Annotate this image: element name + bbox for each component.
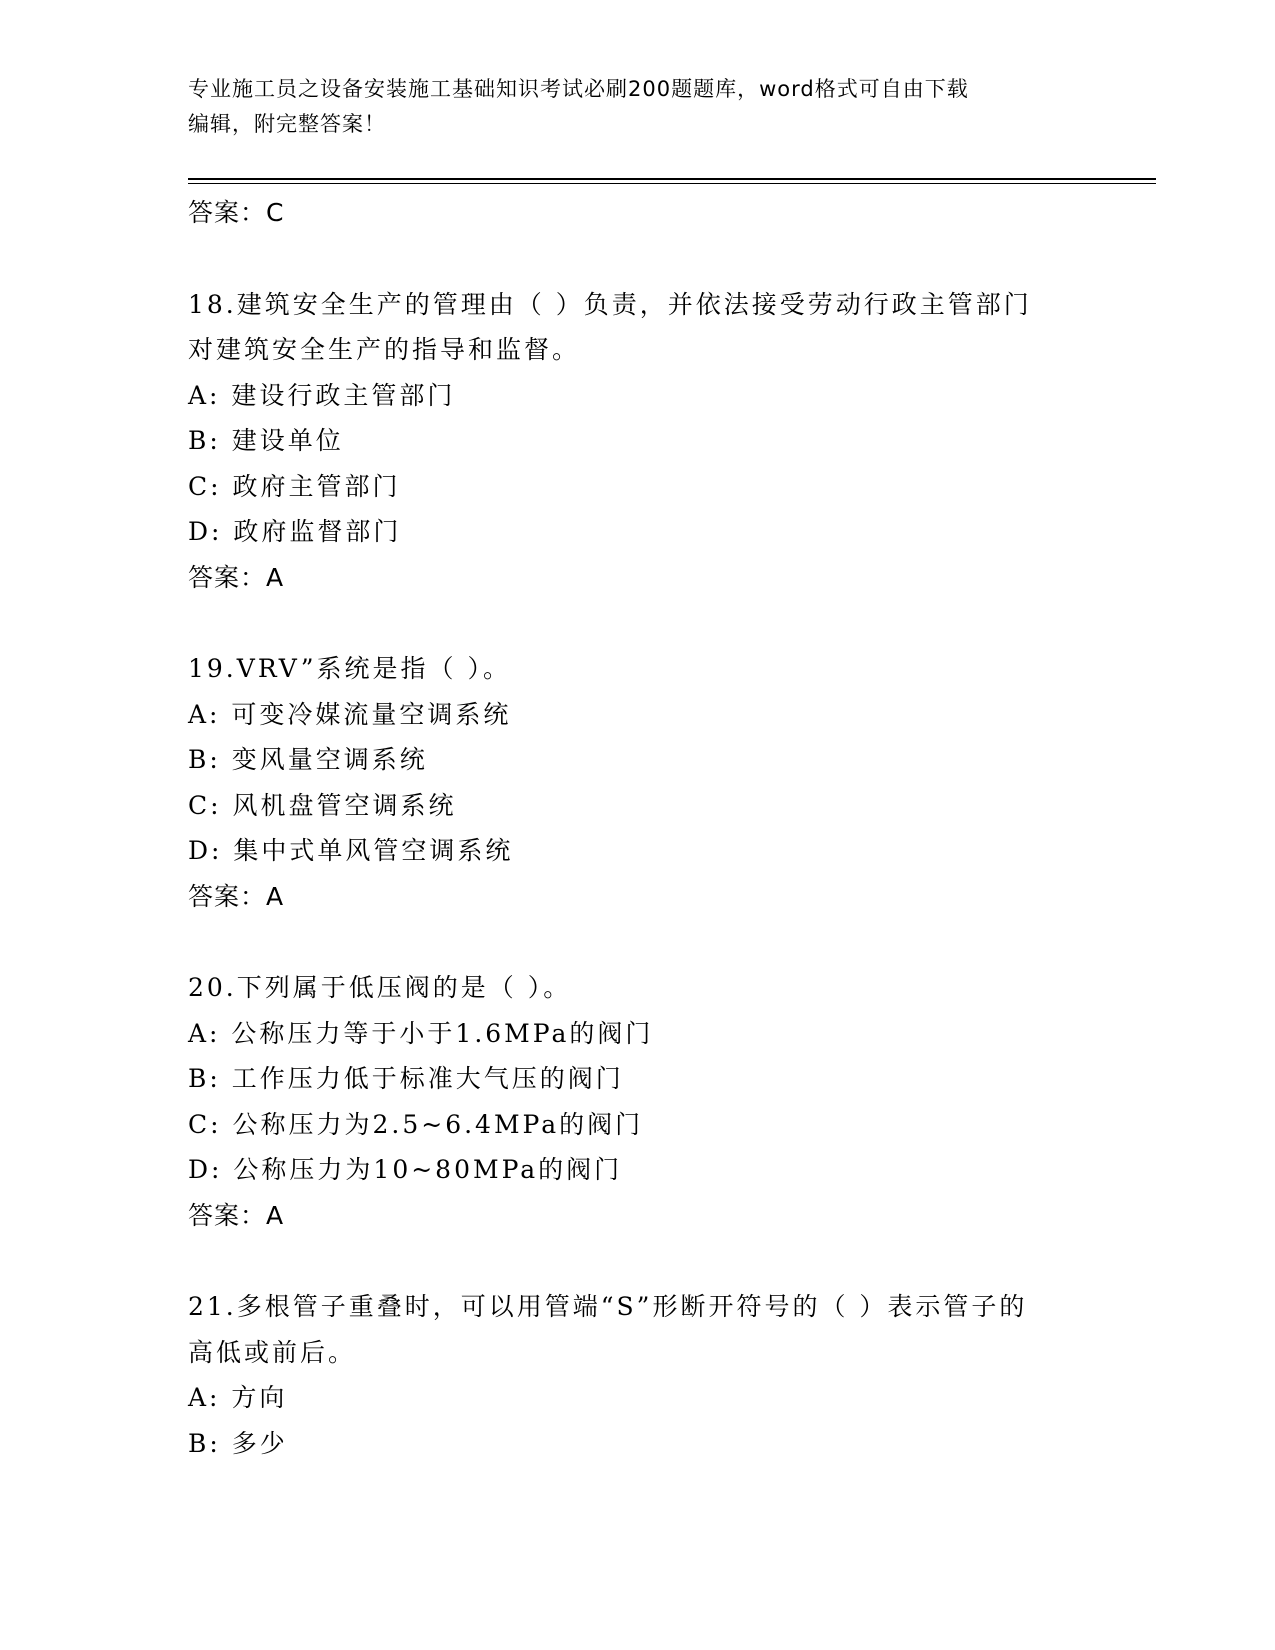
question-20-option-a: A: 公称压力等于小于1.6MPa的阀门 <box>188 1018 654 1048</box>
question-19 <box>188 646 1088 919</box>
question-19-option-b: B: 变风量空调系统 <box>188 745 428 774</box>
question-18-option-a: A: 建设行政主管部门 <box>188 380 456 410</box>
question-18-option-d: D: 政府监督部门 <box>188 517 402 546</box>
header-title-line-2: 编辑，附完整答案！ <box>188 112 386 136</box>
document-header <box>188 72 1078 142</box>
header-rule-thin <box>188 183 1156 184</box>
question-19-option-a: A: 可变冷媒流量空调系统 <box>188 699 512 729</box>
answer-17: 答案：C <box>188 198 285 227</box>
header-rule-thick <box>188 178 1156 180</box>
question-18-option-c: C: 政府主管部门 <box>188 471 401 501</box>
question-20 <box>188 965 1088 1238</box>
spacer <box>188 919 1088 965</box>
question-18-stem-line-2: 对建筑安全生产的指导和监督。 <box>188 335 581 364</box>
question-21-option-a: A: 方向 <box>188 1383 288 1412</box>
question-18-option-b: B: 建设单位 <box>188 426 344 455</box>
question-18-stem-line-1: 18.建筑安全生产的管理由（ ）负责，并依法接受劳动行政主管部门 <box>188 289 1032 319</box>
question-19-answer: 答案：A <box>188 881 285 911</box>
question-18-answer: 答案：A <box>188 562 285 592</box>
spacer <box>188 236 1088 282</box>
header-title-line-1: 专业施工员之设备安装施工基础知识考试必刷200题题库，word格式可自由下载 <box>188 77 969 101</box>
question-20-answer: 答案：A <box>188 1200 285 1230</box>
question-20-option-b: B: 工作压力低于标准大气压的阀门 <box>188 1064 624 1093</box>
question-list <box>188 190 1088 1466</box>
spacer <box>188 600 1088 646</box>
question-21 <box>188 1284 1088 1466</box>
spacer <box>188 1238 1088 1284</box>
question-21-stem-line-1: 21.多根管子重叠时，可以用管端“S”形断开符号的（ ）表示管子的 <box>188 1292 1028 1321</box>
question-19-option-c: C: 风机盘管空调系统 <box>188 790 457 820</box>
question-20-stem-line-1: 20.下列属于低压阀的是（ ）。 <box>188 973 572 1002</box>
question-18 <box>188 282 1088 601</box>
question-19-stem-line-1: 19.VRV”系统是指（ ）。 <box>188 654 511 683</box>
question-19-option-d: D: 集中式单风管空调系统 <box>188 836 514 865</box>
question-20-option-c: C: 公称压力为2.5~6.4MPa的阀门 <box>188 1109 644 1139</box>
question-20-option-d: D: 公称压力为10~80MPa的阀门 <box>188 1155 623 1184</box>
question-21-stem-line-2: 高低或前后。 <box>188 1337 357 1367</box>
question-21-option-b: B: 多少 <box>188 1428 288 1458</box>
